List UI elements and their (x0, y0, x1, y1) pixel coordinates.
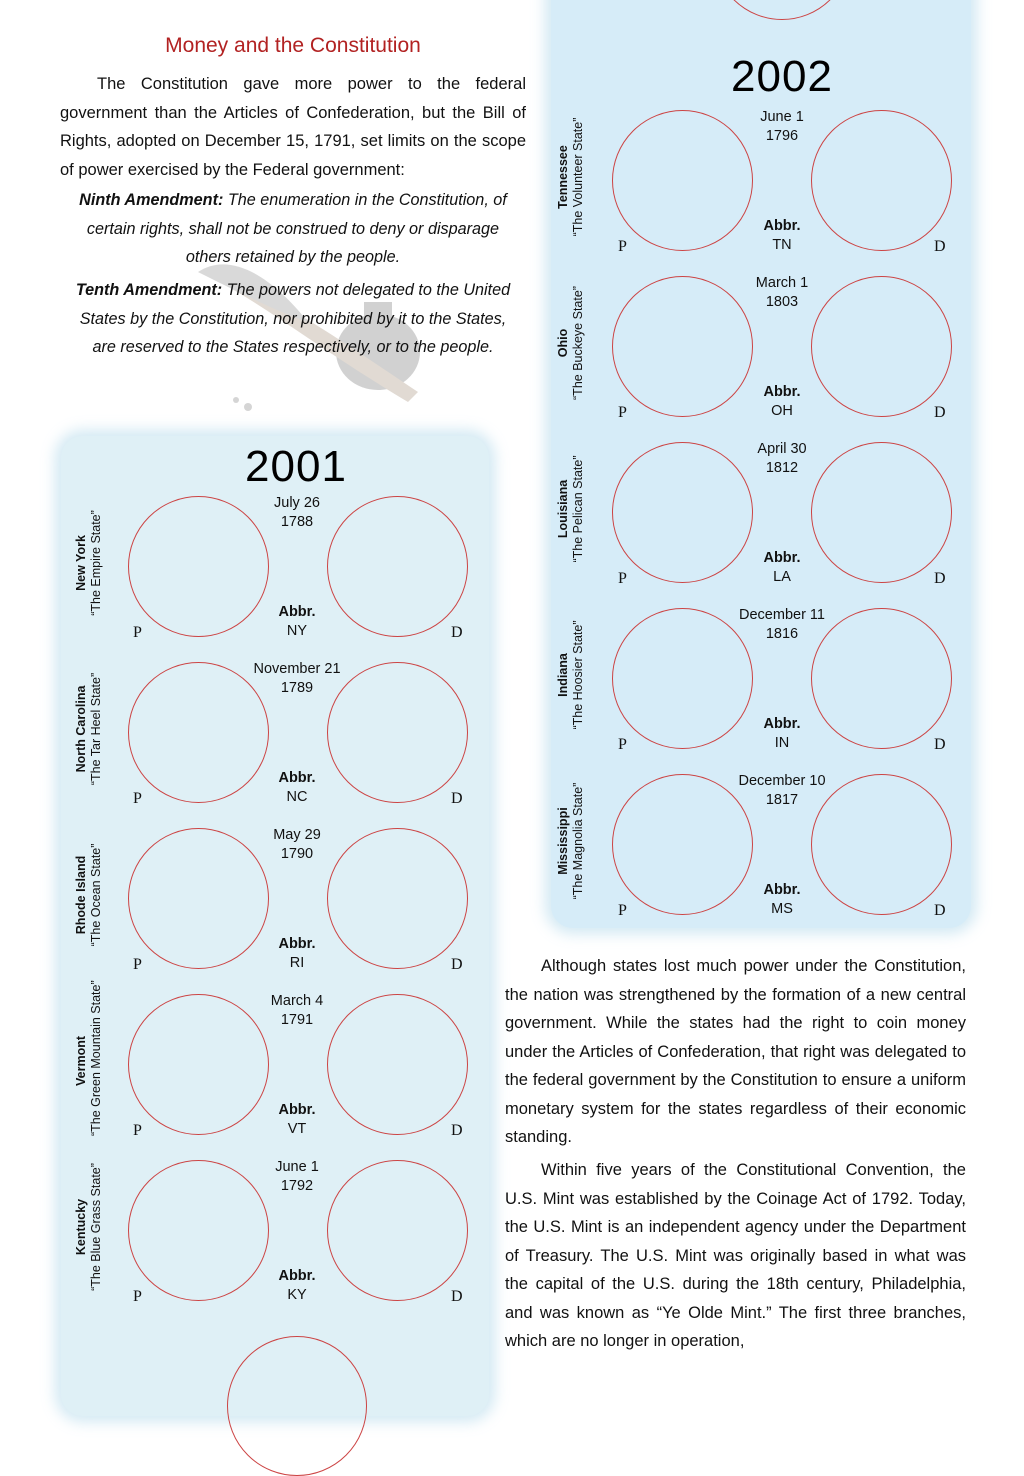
statehood-day: June 1 (275, 1159, 319, 1175)
state-nickname: “The Green Mountain State” (89, 980, 103, 1136)
body-paragraph-2 (505, 1156, 966, 1356)
mint-mark-p: P (618, 238, 627, 255)
state-nickname: “The Empire State” (89, 510, 103, 616)
mint-mark-d: D (934, 404, 946, 421)
state-label (74, 488, 104, 638)
mint-mark-d: D (934, 238, 946, 255)
state-nickname: “The Hoosier State” (571, 620, 585, 730)
mint-mark-p: P (618, 570, 627, 587)
tenth-amendment (70, 276, 516, 362)
state-name: New York (74, 535, 88, 591)
statehood-day: March 4 (270, 993, 324, 1009)
state-abbr: LA (773, 569, 791, 585)
mint-mark-d: D (451, 790, 463, 807)
ninth-amendment-label: Ninth Amendment: (79, 191, 224, 209)
statehood-day: June 1 (760, 109, 804, 125)
statehood-day: April 30 (757, 441, 807, 457)
mint-mark-p: P (618, 736, 627, 753)
abbr-label: Abbr. (763, 550, 801, 566)
coin-slot-partial-bottom[interactable] (227, 1336, 367, 1476)
statehood-date (722, 108, 842, 146)
abbr-label: Abbr. (763, 384, 801, 400)
statehood-date (237, 1158, 357, 1196)
mint-mark-p: P (133, 790, 142, 807)
state-abbr: VT (287, 1121, 307, 1137)
mint-mark-p: P (618, 902, 627, 919)
state-label (556, 102, 586, 252)
statehood-date (722, 772, 842, 810)
statehood-year: 1812 (765, 460, 799, 476)
state-nickname: “The Volunteer State” (571, 117, 585, 237)
state-abbr: OH (771, 403, 793, 419)
state-abbr: IN (774, 735, 790, 751)
state-name: Vermont (74, 1036, 88, 1087)
abbr-label: Abbr. (278, 1102, 316, 1118)
intro-paragraph (60, 70, 526, 184)
state-label (74, 1152, 104, 1302)
state-name: Ohio (556, 328, 570, 358)
abbr-label: Abbr. (763, 882, 801, 898)
mint-mark-p: P (618, 404, 627, 421)
state-nickname: “The Buckeye State” (571, 286, 585, 400)
state-nickname: “The Blue Grass State” (89, 1163, 103, 1291)
ninth-amendment-text: The enumeration in the Constitution, of certain rights, shall not be construed to deny or disparage others retained by the people. (86, 191, 507, 266)
state-label (556, 268, 586, 418)
mint-mark-d: D (451, 956, 463, 973)
state-name: Indiana (556, 653, 570, 697)
statehood-year: 1796 (765, 128, 799, 144)
mint-mark-p: P (133, 956, 142, 973)
statehood-year: 1790 (280, 846, 314, 862)
mint-mark-d: D (451, 624, 463, 641)
body-paragraph-2-text: Within five years of the Constitutional Convention, the U.S. Mint was established by the Coinage Act of 1792. Today, the U.S. Mint is an independent agency under the Department of Treasury. The U.S. Mint was originally based in what was the capital of the U.S. during the 18th century, Philadelphia, and was known as “Ye Olde Mint.” The first three branches, which are no longer in operation, (505, 1161, 966, 1350)
state-abbr: RI (289, 955, 305, 971)
statehood-day: December 11 (739, 607, 825, 623)
state-label (556, 434, 586, 584)
statehood-date (722, 274, 842, 312)
mint-mark-p: P (133, 1122, 142, 1139)
state-abbr: NC (286, 789, 308, 805)
year-2002-title: 2002 (731, 52, 833, 101)
page-heading: Money and the Constitution (165, 34, 421, 57)
state-abbr: NY (286, 623, 308, 639)
statehood-day: July 26 (274, 495, 320, 511)
statehood-day: May 29 (273, 827, 321, 843)
tenth-amendment-label: Tenth Amendment: (75, 281, 223, 299)
state-label (556, 766, 586, 916)
body-paragraph-1 (505, 952, 966, 1152)
mint-mark-d: D (934, 570, 946, 587)
statehood-day: March 1 (755, 275, 809, 291)
mint-mark-p: P (133, 624, 142, 641)
abbr-label: Abbr. (278, 604, 316, 620)
ninth-amendment (70, 186, 516, 272)
statehood-year: 1788 (280, 514, 314, 530)
state-name: Tennessee (556, 145, 570, 209)
body-paragraph-1-text: Although states lost much power under the Constitution, the nation was strengthened by the formation of a new central government. While the states had the right to coin money under the Articles of Confederation, that right was delegated to the federal government by the Constitution to ensure a uniform monetary system for the states regardless of their economic standing. (505, 957, 966, 1146)
state-nickname: “The Magnolia State” (571, 782, 585, 900)
state-label (74, 980, 104, 1136)
statehood-year: 1803 (765, 294, 799, 310)
mint-mark-d: D (451, 1288, 463, 1305)
statehood-year: 1791 (280, 1012, 314, 1028)
statehood-year: 1792 (280, 1178, 314, 1194)
state-nickname: “The Pelican State” (571, 455, 585, 563)
state-nickname: “The Ocean State” (89, 843, 103, 947)
abbr-label: Abbr. (763, 716, 801, 732)
state-name: Mississippi (556, 807, 570, 875)
mint-mark-d: D (934, 902, 946, 919)
state-label (74, 820, 104, 970)
state-abbr: TN (772, 237, 792, 253)
state-name: North Carolina (74, 685, 88, 773)
year-2001-title: 2001 (245, 442, 347, 491)
statehood-year: 1817 (765, 792, 799, 808)
statehood-date (237, 660, 357, 698)
mint-mark-d: D (934, 736, 946, 753)
state-name: Kentucky (74, 1198, 88, 1256)
abbr-label: Abbr. (763, 218, 801, 234)
statehood-date (722, 606, 842, 644)
mint-mark-d: D (451, 1122, 463, 1139)
state-name: Rhode Island (74, 855, 88, 935)
statehood-day: November 21 (253, 661, 341, 677)
state-label (556, 600, 586, 750)
abbr-label: Abbr. (278, 1268, 316, 1284)
state-name: Louisiana (556, 479, 570, 539)
abbr-label: Abbr. (278, 936, 316, 952)
state-abbr: MS (771, 901, 793, 917)
statehood-date (237, 992, 357, 1030)
statehood-year: 1816 (765, 626, 799, 642)
mint-mark-p: P (133, 1288, 142, 1305)
statehood-date (237, 494, 357, 532)
statehood-day: December 10 (738, 773, 826, 789)
state-abbr: KY (287, 1287, 307, 1303)
state-label (74, 654, 104, 804)
intro-text: The Constitution gave more power to the federal government than the Articles of Confederation, but the Bill of Rights, adopted on December 15, 1791, set limits on the scope of power exercised by the Federal government: (60, 75, 526, 179)
state-nickname: “The Tar Heel State” (89, 672, 103, 786)
statehood-year: 1789 (280, 680, 314, 696)
statehood-date (237, 826, 357, 864)
statehood-date (722, 440, 842, 478)
tenth-amendment-text: The powers not delegated to the United States by the Constitution, nor prohibited by it to the States, are reserved to the States respectively, or to the people. (79, 281, 511, 356)
abbr-label: Abbr. (278, 770, 316, 786)
